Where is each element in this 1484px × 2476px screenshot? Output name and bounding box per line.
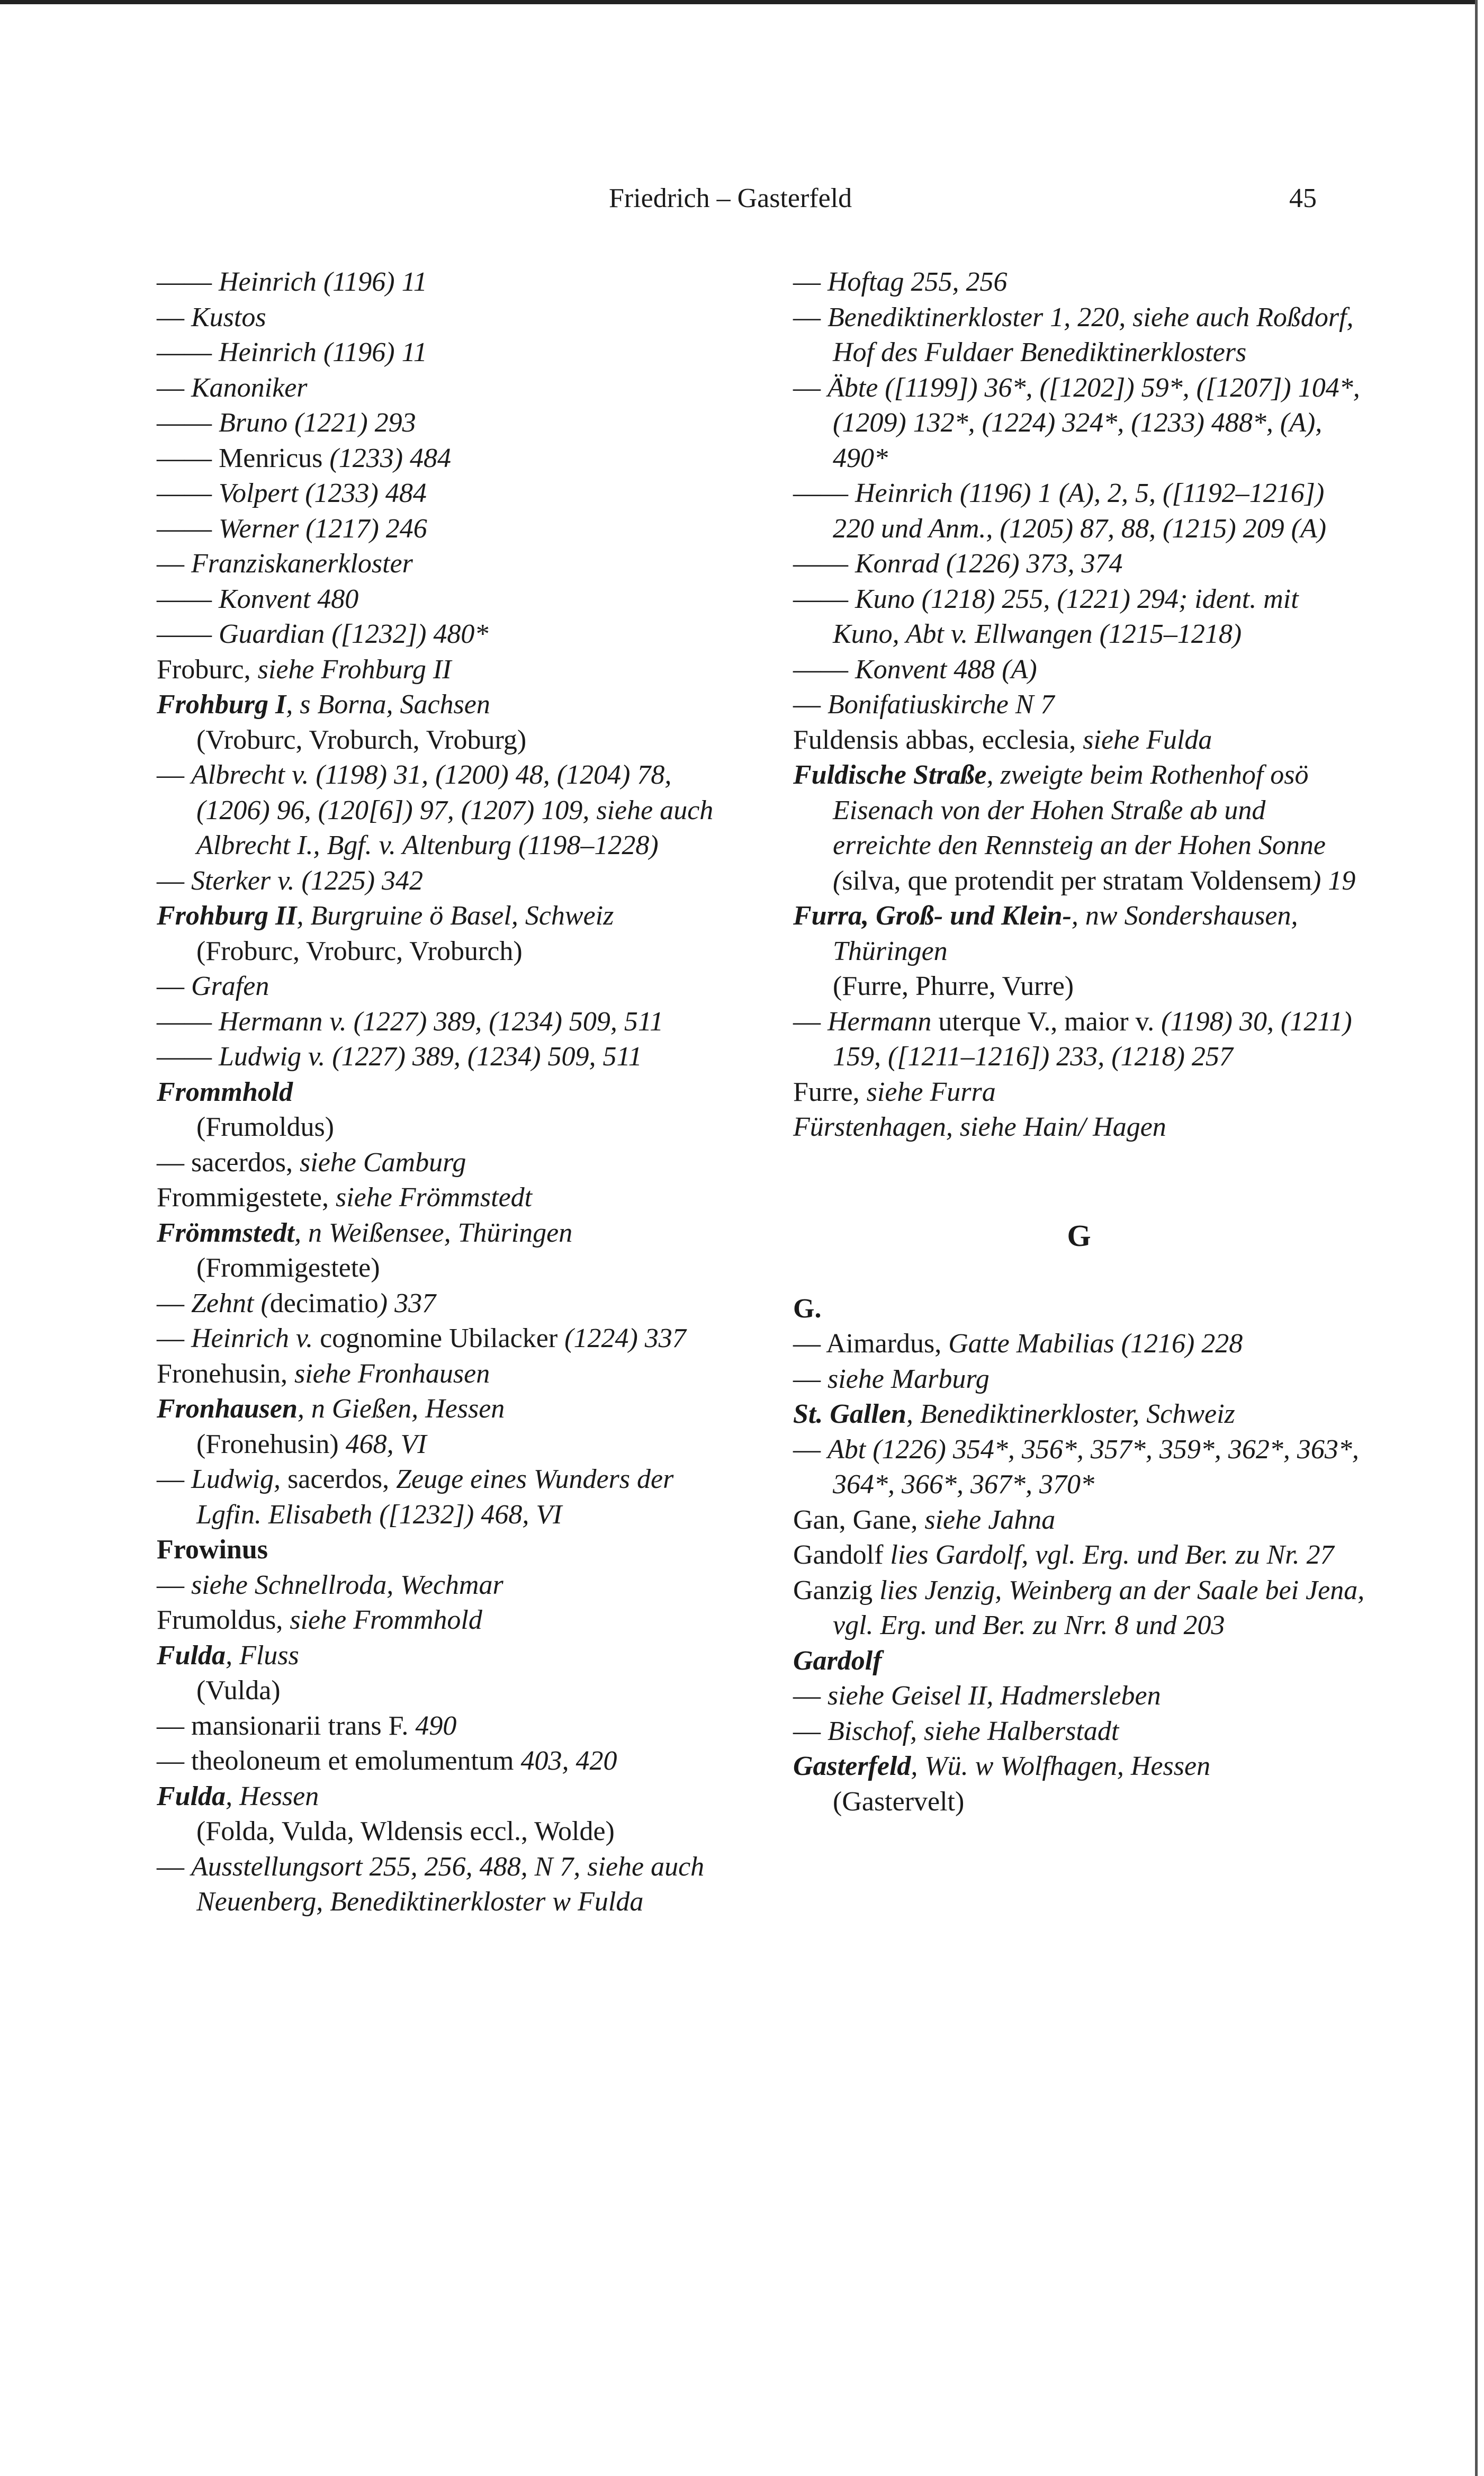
index-entry bbox=[793, 1784, 1365, 1820]
entry-text: Kanoniker bbox=[191, 372, 308, 403]
entry-text: —— bbox=[793, 584, 855, 614]
index-entry bbox=[157, 1357, 728, 1392]
index-entry bbox=[157, 1638, 728, 1674]
entry-text: (1198) 30, (1211) 159, ([1211–1216]) 233, (1218) 257 bbox=[833, 1006, 1352, 1072]
index-entry bbox=[157, 1110, 728, 1145]
index-entry bbox=[157, 934, 728, 970]
entry-text: — bbox=[157, 1288, 191, 1318]
entry-headword: Fuldische Straße bbox=[793, 760, 987, 790]
entry-text: siehe Schnellroda, Wechmar bbox=[191, 1569, 503, 1600]
index-entry bbox=[157, 617, 728, 652]
index-entry bbox=[793, 1432, 1365, 1503]
index-entry bbox=[157, 512, 728, 547]
entry-text: — bbox=[157, 760, 191, 790]
index-entry bbox=[793, 652, 1365, 688]
entry-text: sacerdos, bbox=[287, 1464, 397, 1494]
entry-text: —— bbox=[793, 654, 855, 685]
entry-text: —— bbox=[157, 267, 219, 297]
entry-text: , Burgruine ö Basel, Schweiz bbox=[296, 901, 614, 931]
entry-text: Konvent 488 (A) bbox=[855, 654, 1037, 685]
entry-text: Grafen bbox=[191, 971, 269, 1001]
index-entry bbox=[793, 899, 1365, 969]
entry-text: — bbox=[157, 1569, 191, 1600]
entry-text: , Fluss bbox=[226, 1640, 299, 1671]
entry-text: — Aimardus, bbox=[793, 1329, 949, 1359]
entry-text: Franziskanerkloster bbox=[191, 549, 413, 579]
entry-text: (1233) 484 bbox=[329, 443, 452, 473]
entry-text: , zweigte beim Rothenhof osö Eisenach von der Hohen Straße ab und erreichte den Rennsteig an der Hohen Sonne ( bbox=[833, 760, 1326, 896]
entry-text: (Vroburc, Vroburch, Vroburg) bbox=[196, 724, 527, 755]
entry-text: Zeuge eines Wunders der Lgfin. Elisabeth ([1232]) 468, VI bbox=[196, 1464, 674, 1530]
entry-text: Ludwig v. (1227) 389, (1234) 509, 511 bbox=[219, 1042, 642, 1072]
entry-text: Gandolf bbox=[793, 1540, 891, 1570]
entry-headword: Gasterfeld bbox=[793, 1751, 911, 1781]
entry-headword: Fronhausen bbox=[157, 1394, 298, 1424]
entry-text: —— bbox=[157, 1006, 219, 1037]
entry-text: Abt (1226) 354*, 356*, 357*, 359*, 362*, 363*, 364*, 366*, 367*, 370* bbox=[828, 1434, 1359, 1500]
entry-text: , n Gießen, Hessen bbox=[297, 1394, 505, 1424]
index-entry bbox=[157, 265, 728, 300]
entry-text: — bbox=[157, 1464, 191, 1494]
entry-text: — bbox=[793, 1681, 828, 1711]
index-entry bbox=[157, 723, 728, 758]
index-entry bbox=[793, 546, 1365, 582]
index-entry bbox=[157, 1286, 728, 1322]
entry-text: Kuno (1218) 255, (1221) 294; ident. mit Kuno, Abt v. Ellwangen (1215–1218) bbox=[833, 584, 1299, 649]
entry-text: (Frommigestete) bbox=[196, 1253, 380, 1283]
index-entry bbox=[157, 1814, 728, 1850]
index-entry bbox=[157, 652, 728, 688]
index-entry bbox=[793, 1679, 1365, 1714]
entry-text: Volpert (1233) 484 bbox=[219, 478, 427, 508]
entry-text: siehe Fronhausen bbox=[294, 1358, 490, 1389]
entry-text: —— bbox=[793, 478, 855, 508]
entry-text: — bbox=[793, 1363, 828, 1394]
index-entry bbox=[793, 1538, 1365, 1573]
entry-text: —— bbox=[157, 584, 219, 614]
section-letter-heading: G bbox=[1067, 1218, 1091, 1253]
index-entry bbox=[157, 1004, 728, 1040]
entry-text: , nw Sondershausen, Thüringen bbox=[833, 901, 1298, 966]
entry-text: — bbox=[793, 302, 828, 333]
index-entry bbox=[793, 1362, 1365, 1397]
entry-text: siehe Frömmstedt bbox=[335, 1182, 533, 1213]
entry-text: Ganzig bbox=[793, 1575, 880, 1605]
entry-text: cognomine Ubilacker bbox=[320, 1323, 565, 1353]
entry-text: decimatio bbox=[269, 1288, 379, 1318]
index-column-right bbox=[793, 265, 1365, 1819]
entry-text: ) 19 bbox=[1312, 865, 1356, 896]
entry-text: — bbox=[157, 865, 191, 896]
index-entry bbox=[793, 723, 1365, 758]
entry-text: — bbox=[793, 267, 828, 297]
index-entry bbox=[793, 1397, 1365, 1432]
index-entry bbox=[793, 1503, 1365, 1538]
entry-text: —— bbox=[157, 408, 219, 438]
index-entry bbox=[157, 1180, 728, 1216]
index-entry bbox=[157, 1709, 728, 1744]
entry-text: — bbox=[157, 971, 191, 1001]
entry-headword: Frohburg I bbox=[157, 689, 286, 720]
index-entry bbox=[157, 758, 728, 864]
entry-text: Konvent 480 bbox=[219, 584, 359, 614]
index-entry bbox=[157, 687, 728, 723]
entry-text: — mansionarii trans F. bbox=[157, 1710, 416, 1741]
entry-text: lies Jenzig, Weinberg an der Saale bei Jena, vgl. Erg. und Ber. zu Nrr. 8 und 203 bbox=[833, 1575, 1365, 1640]
entry-text: Hoftag 255, 256 bbox=[828, 267, 1008, 297]
index-entry bbox=[793, 265, 1365, 300]
entry-headword: G. bbox=[793, 1293, 822, 1324]
entry-text: , Benediktinerkloster, Schweiz bbox=[906, 1399, 1235, 1429]
index-entry bbox=[157, 335, 728, 371]
index-entry bbox=[793, 1291, 1365, 1327]
index-entry bbox=[157, 406, 728, 441]
entry-headword: Frohburg II bbox=[157, 901, 297, 931]
index-entry bbox=[793, 1644, 1365, 1679]
index-entry bbox=[157, 476, 728, 512]
index-entry bbox=[793, 1326, 1365, 1362]
entry-text: , Hessen bbox=[226, 1781, 319, 1811]
entry-text: siehe Jahna bbox=[924, 1504, 1056, 1535]
entry-text: — bbox=[793, 372, 828, 403]
entry-text: siehe Furra bbox=[866, 1076, 996, 1107]
index-entry bbox=[793, 1075, 1365, 1110]
entry-text: — bbox=[157, 372, 191, 403]
entry-text: silva, que protendit per stratam Voldensem bbox=[842, 865, 1312, 896]
index-entry bbox=[157, 1532, 728, 1568]
entry-text: uterque V., maior v. bbox=[938, 1006, 1162, 1037]
entry-text: —— bbox=[157, 513, 219, 544]
right-border-rule bbox=[1475, 0, 1478, 2476]
entry-text: Ausstellungsort 255, 256, 488, N 7, siehe auch Neuenberg, Benediktinerkloster w Fulda bbox=[191, 1851, 705, 1917]
index-entry bbox=[793, 758, 1365, 899]
entry-text: Werner (1217) 246 bbox=[219, 513, 427, 544]
index-entry bbox=[157, 1075, 728, 1110]
entry-text: Bruno (1221) 293 bbox=[219, 408, 416, 438]
running-header-title: Friedrich – Gasterfeld bbox=[609, 183, 852, 213]
entry-headword: Frommhold bbox=[157, 1076, 293, 1107]
index-entry bbox=[157, 1603, 728, 1638]
entry-headword: Fulda bbox=[157, 1781, 226, 1811]
entry-text: Heinrich v. bbox=[191, 1323, 320, 1353]
entry-text: (Gastervelt) bbox=[833, 1786, 965, 1817]
entry-headword: Furra, Groß- und Klein- bbox=[793, 901, 1072, 931]
index-entry bbox=[157, 1568, 728, 1603]
index-entry bbox=[157, 441, 728, 477]
entry-text: Froburc, bbox=[157, 654, 258, 685]
entry-text: siehe Frommhold bbox=[290, 1605, 482, 1635]
entry-text: Ludwig, bbox=[191, 1464, 288, 1494]
index-entry bbox=[157, 1251, 728, 1286]
entry-text: —— bbox=[793, 549, 855, 579]
entry-text: Heinrich (1196) 11 bbox=[219, 267, 427, 297]
index-entry bbox=[793, 1004, 1365, 1075]
entry-headword: Frowinus bbox=[157, 1535, 268, 1565]
index-entry bbox=[157, 969, 728, 1004]
index-entry bbox=[793, 1573, 1365, 1644]
entry-text: 468, VI bbox=[345, 1429, 427, 1459]
index-entry bbox=[793, 687, 1365, 723]
entry-text: Frumoldus, bbox=[157, 1605, 290, 1635]
entry-text: , n Weißensee, Thüringen bbox=[294, 1217, 573, 1248]
entry-text: — bbox=[157, 1323, 191, 1353]
index-entry bbox=[157, 300, 728, 336]
entry-headword: Frömmstedt bbox=[157, 1217, 295, 1248]
index-entry bbox=[793, 1714, 1365, 1750]
entry-text: siehe Camburg bbox=[300, 1147, 466, 1178]
entry-text: Hermann v. (1227) 389, (1234) 509, 511 bbox=[219, 1006, 664, 1037]
entry-text: — bbox=[157, 1851, 191, 1882]
entry-text: siehe Marburg bbox=[828, 1363, 990, 1394]
index-entry bbox=[793, 1749, 1365, 1784]
entry-text: Gatte Mabilias (1216) 228 bbox=[948, 1329, 1243, 1359]
index-column-left bbox=[157, 265, 728, 1920]
index-entry bbox=[157, 371, 728, 406]
index-entry bbox=[157, 1145, 728, 1181]
entry-text: Kustos bbox=[191, 302, 266, 333]
entry-text: Äbte ([1199]) 36*, ([1202]) 59*, ([1207]) 104*, (1209) 132*, (1224) 324*, (1233) 488*, (A), 490* bbox=[828, 372, 1360, 473]
index-entry bbox=[793, 476, 1365, 546]
entry-text: (Fronehusin) bbox=[196, 1429, 346, 1459]
entry-text: (1224) 337 bbox=[564, 1323, 686, 1353]
entry-text: Bischof, siehe Halberstadt bbox=[828, 1716, 1119, 1746]
entry-text: —— Menricus bbox=[157, 443, 330, 473]
index-entry bbox=[157, 1744, 728, 1779]
entry-text: Fronehusin, bbox=[157, 1358, 294, 1389]
entry-text: (Folda, Vulda, Wldensis eccl., Wolde) bbox=[196, 1816, 615, 1846]
index-entry bbox=[157, 1779, 728, 1815]
entry-headword: Fulda bbox=[157, 1640, 226, 1671]
entry-headword: St. Gallen bbox=[793, 1399, 906, 1429]
entry-text: (Frumoldus) bbox=[196, 1112, 334, 1142]
index-entry bbox=[157, 582, 728, 617]
entry-text: (Froburc, Vroburc, Vroburch) bbox=[196, 936, 523, 966]
index-entry bbox=[157, 1850, 728, 1920]
entry-text: Fürstenhagen, siehe Hain/ Hagen bbox=[793, 1112, 1166, 1142]
index-entry bbox=[157, 1427, 728, 1463]
entry-text: (Furre, Phurre, Vurre) bbox=[833, 971, 1074, 1001]
index-entry bbox=[157, 899, 728, 934]
entry-text: 403, 420 bbox=[520, 1746, 617, 1776]
entry-text: Hermann bbox=[828, 1006, 939, 1037]
entry-text: siehe Geisel II, Hadmersleben bbox=[828, 1681, 1161, 1711]
entry-text: ) 337 bbox=[378, 1288, 436, 1318]
index-entry bbox=[793, 300, 1365, 371]
entry-text: — bbox=[793, 1716, 828, 1746]
index-entry bbox=[157, 1673, 728, 1709]
entry-text: —— bbox=[157, 478, 219, 508]
entry-text: Albrecht v. (1198) 31, (1200) 48, (1204) 78, (1206) 96, (120[6]) 97, (1207) 109, siehe auch Albrecht I., Bgf. v. Altenburg (1198–1228) bbox=[191, 760, 714, 860]
entry-text: Bonifatiuskirche N 7 bbox=[828, 689, 1055, 720]
entry-text: Fuldensis abbas, ecclesia, bbox=[793, 724, 1083, 755]
page-number: 45 bbox=[1289, 183, 1317, 213]
entry-text: — bbox=[793, 1006, 828, 1037]
index-entry bbox=[157, 1392, 728, 1427]
index-entry bbox=[157, 1039, 728, 1075]
entry-text: Sterker v. (1225) 342 bbox=[191, 865, 424, 896]
index-entry bbox=[157, 1216, 728, 1251]
entry-text: , Wü. w Wolfhagen, Hessen bbox=[911, 1751, 1211, 1781]
entry-headword: Gardolf bbox=[793, 1645, 882, 1676]
index-entry bbox=[157, 546, 728, 582]
entry-text: Guardian ([1232]) 480* bbox=[219, 619, 489, 649]
entry-text: — bbox=[793, 689, 828, 720]
entry-text: —— bbox=[157, 619, 219, 649]
entry-text: Konrad (1226) 373, 374 bbox=[855, 549, 1123, 579]
entry-text: siehe Fulda bbox=[1083, 724, 1212, 755]
entry-text: — bbox=[157, 302, 191, 333]
entry-text: —— bbox=[157, 1042, 219, 1072]
entry-text: , s Borna, Sachsen bbox=[286, 689, 490, 720]
entry-text: siehe Frohburg II bbox=[257, 654, 452, 685]
entry-text: 490 bbox=[415, 1710, 457, 1741]
index-entry bbox=[793, 969, 1365, 1004]
entry-text: — theoloneum et emolumentum bbox=[157, 1746, 521, 1776]
entry-text: Frommigestete, bbox=[157, 1182, 336, 1213]
entry-text: (Vulda) bbox=[196, 1675, 281, 1706]
entry-text: —— bbox=[157, 337, 219, 367]
index-entry bbox=[157, 1462, 728, 1532]
entry-text: — bbox=[157, 549, 191, 579]
entry-text: Benediktinerkloster 1, 220, siehe auch Roßdorf, Hof des Fuldaer Benediktinerklosters bbox=[828, 302, 1354, 367]
entry-text: — sacerdos, bbox=[157, 1147, 300, 1178]
entry-text: Gan, Gane, bbox=[793, 1504, 925, 1535]
entry-text: lies Gardolf, vgl. Erg. und Ber. zu Nr. 27 bbox=[890, 1540, 1334, 1570]
top-border-rule bbox=[0, 0, 1477, 4]
index-entry bbox=[157, 864, 728, 899]
index-entry bbox=[793, 582, 1365, 652]
entry-text: Heinrich (1196) 1 (A), 2, 5, ([1192–1216]) 220 und Anm., (1205) 87, 88, (1215) 209 (A) bbox=[833, 478, 1327, 544]
entry-text: Zehnt ( bbox=[191, 1288, 270, 1318]
index-entry bbox=[157, 1321, 728, 1357]
entry-text: — bbox=[793, 1434, 828, 1465]
index-entry bbox=[793, 1110, 1365, 1145]
entry-text: Furre, bbox=[793, 1076, 867, 1107]
entry-text: Heinrich (1196) 11 bbox=[219, 337, 427, 367]
index-entry bbox=[793, 371, 1365, 477]
